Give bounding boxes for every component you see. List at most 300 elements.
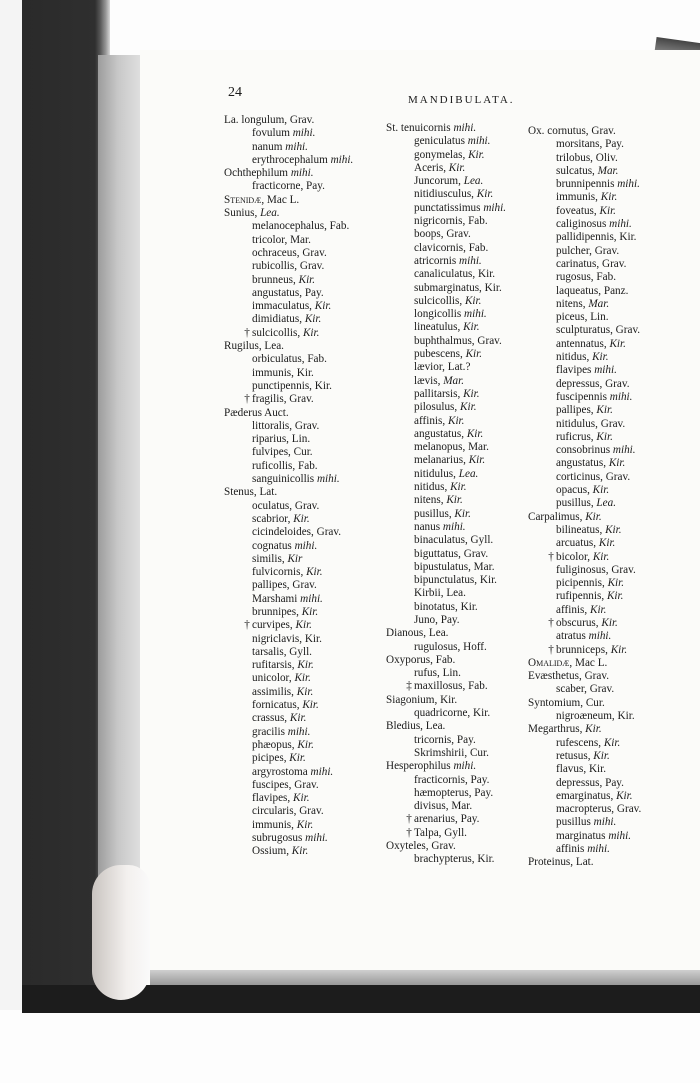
taxon-author: Kir.	[440, 693, 458, 706]
taxon-author: Mar.	[468, 441, 489, 454]
taxon-name: fracticorne,	[252, 180, 304, 193]
species-column-2	[386, 122, 506, 867]
taxon-author: Kir.	[314, 379, 332, 392]
taxon-name: laqueatus,	[556, 284, 602, 297]
taxon-name: littoralis,	[252, 419, 293, 432]
taxon-name: lævis,	[414, 374, 441, 387]
taxon-name: sanguinicollis	[252, 473, 315, 486]
species-column-1	[224, 114, 353, 859]
dagger-mark: †	[406, 826, 412, 839]
taxon-name: pallipes,	[252, 579, 290, 592]
scanner-thumb	[92, 865, 150, 1000]
species-entry	[224, 194, 353, 207]
species-entry	[528, 418, 641, 431]
taxon-author: Lin.	[442, 667, 461, 680]
taxon-author: Grav.	[294, 499, 320, 512]
taxon-author: Grav.	[611, 563, 636, 576]
page-number: 24	[228, 85, 242, 100]
species-entry	[386, 827, 506, 840]
species-entry	[224, 420, 353, 433]
taxon-name: brunnipes,	[252, 605, 299, 618]
species-entry	[528, 298, 641, 311]
taxon-author: mihi.	[305, 832, 328, 845]
taxon-author: Kir.	[473, 707, 491, 720]
taxon-name: macropterus,	[556, 803, 615, 816]
species-entry	[528, 657, 641, 670]
taxon-name: pusillus,	[414, 507, 452, 520]
dagger-mark: †	[244, 393, 250, 406]
taxon-name: flavipes,	[252, 792, 291, 805]
taxon-name: ruficollis,	[252, 459, 296, 472]
taxon-name: divisus,	[414, 800, 449, 813]
taxon-name: lineatulus,	[414, 321, 461, 334]
species-entry	[528, 564, 641, 577]
species-entry	[224, 247, 353, 260]
taxon-author: Lea.	[425, 720, 446, 733]
taxon-name: flavipes	[556, 364, 592, 377]
taxon-author: Lea.	[260, 207, 280, 220]
species-entry	[224, 513, 353, 526]
taxon-name: ruficrus,	[556, 430, 594, 443]
taxon-name: argyrostoma	[252, 765, 308, 778]
taxon-name: nanum	[252, 140, 283, 153]
taxon-name: nigroæneum,	[556, 710, 615, 723]
species-entry	[224, 566, 353, 579]
taxon-author: Pay.	[306, 180, 325, 193]
species-entry	[224, 779, 353, 792]
taxon-author: mihi.	[609, 218, 632, 231]
taxon-author: Kir.	[454, 507, 471, 520]
taxon-author: Kir.	[600, 191, 618, 204]
taxon-name: melanocephalus,	[252, 220, 327, 233]
taxon-author: Kir.	[291, 845, 309, 858]
taxon-name: rugosus,	[556, 271, 594, 284]
taxon-author: Cur.	[585, 696, 605, 709]
taxon-author: Kir.	[592, 484, 610, 497]
species-entry	[386, 175, 506, 188]
taxon-name: fulvicornis,	[252, 566, 304, 579]
taxon-name: fragilis,	[252, 393, 287, 406]
species-entry	[528, 138, 641, 151]
taxon-author: Kir.	[610, 643, 628, 656]
taxon-author: Lea.	[446, 587, 466, 600]
species-entry	[386, 601, 506, 614]
taxon-author: mihi.	[442, 520, 466, 533]
taxon-name: Stenidæ,	[224, 193, 265, 206]
species-entry	[528, 431, 641, 444]
taxon-name: marginatus	[556, 829, 606, 842]
species-entry	[386, 667, 506, 680]
species-entry	[224, 433, 353, 446]
taxon-author: Fab.	[435, 653, 456, 666]
species-entry	[528, 537, 641, 550]
taxon-name: cicindeloides,	[252, 526, 314, 539]
species-entry	[386, 760, 506, 773]
taxon-name: Ox. cornutus,	[528, 125, 589, 137]
taxon-name: obscurus,	[556, 616, 599, 629]
species-entry	[386, 548, 506, 561]
species-entry	[528, 231, 641, 244]
taxon-name: riparius,	[252, 433, 289, 446]
species-entry	[386, 428, 506, 441]
species-column-3	[528, 125, 641, 870]
species-entry	[528, 311, 641, 324]
taxon-author: Kir.	[296, 685, 314, 698]
species-entry	[528, 285, 641, 298]
taxon-name: nitidulus,	[414, 467, 456, 480]
taxon-name: pallidipennis,	[556, 231, 617, 244]
taxon-name: immunis,	[556, 191, 598, 204]
taxon-author: mihi.	[459, 254, 482, 267]
taxon-name: Hesperophilus	[386, 760, 451, 773]
taxon-author: mihi.	[608, 829, 631, 842]
taxon-author: Pay.	[605, 138, 624, 151]
taxon-name: pusillus	[556, 816, 591, 829]
taxon-author: Grav.	[615, 324, 641, 337]
taxon-name: angustatus,	[556, 457, 607, 470]
taxon-name: nitens,	[556, 297, 586, 310]
taxon-name: clavicornis,	[414, 241, 466, 254]
taxon-author: mihi.	[287, 725, 311, 738]
taxon-name: retusus,	[556, 749, 591, 762]
taxon-author: Kir.	[447, 414, 465, 427]
taxon-name: Juncorum,	[414, 175, 461, 188]
taxon-name: Evæsthetus,	[528, 670, 582, 683]
taxon-name: nigriclavis,	[252, 632, 303, 645]
taxon-name: punctipennis,	[252, 379, 312, 392]
taxon-author: Gyll.	[444, 826, 467, 839]
taxon-author: Grav.	[292, 579, 317, 592]
taxon-name: bipustulatus,	[414, 560, 471, 573]
taxon-author: mihi.	[285, 140, 308, 153]
taxon-author: mihi.	[453, 122, 477, 134]
dagger-mark: †	[548, 616, 554, 629]
taxon-name: pubescens,	[414, 348, 463, 361]
species-entry	[386, 707, 506, 720]
species-entry	[528, 683, 641, 696]
taxon-name: atratus	[556, 630, 586, 643]
taxon-author: Kir.	[298, 273, 316, 286]
taxon-name: gonymelas,	[414, 148, 466, 161]
taxon-author: Kir.	[294, 672, 311, 685]
species-entry	[224, 792, 353, 805]
taxon-name: curvipes,	[252, 619, 293, 632]
species-entry	[528, 165, 641, 178]
species-entry	[224, 141, 353, 154]
taxon-name: Kirbii,	[414, 587, 444, 600]
taxon-author: Grav.	[302, 246, 327, 259]
taxon-name: rufescens,	[556, 736, 602, 749]
species-entry	[224, 845, 353, 858]
species-entry	[528, 391, 641, 404]
species-entry	[224, 460, 353, 473]
species-entry	[224, 659, 353, 672]
taxon-author: Grav.	[591, 125, 616, 137]
species-entry	[386, 627, 506, 640]
taxon-name: nanus	[414, 520, 441, 533]
taxon-name: Aceris,	[414, 161, 446, 174]
taxon-name: antennatus,	[556, 337, 607, 350]
species-entry	[528, 803, 641, 816]
taxon-author: Auct.	[264, 406, 289, 419]
taxon-name: sulcicollis,	[252, 326, 301, 339]
taxon-author: Kir.	[460, 600, 478, 613]
taxon-author: Grav.	[477, 334, 502, 347]
species-entry	[386, 800, 506, 813]
taxon-name: erythrocephalum	[252, 153, 328, 166]
taxon-author: Kir.	[301, 605, 319, 618]
species-entry	[386, 335, 506, 348]
taxon-author: Kir.	[468, 148, 485, 161]
species-entry	[224, 606, 353, 619]
taxon-name: unicolor,	[252, 672, 292, 685]
taxon-name: nitidus,	[414, 481, 448, 494]
taxon-name: fovulum	[252, 127, 290, 140]
taxon-name: fornicatus,	[252, 699, 300, 712]
taxon-name: bicolor,	[556, 550, 591, 563]
taxon-name: nitidulus,	[556, 417, 598, 430]
taxon-name: maxillosus,	[414, 680, 466, 693]
taxon-name: immaculatus,	[252, 300, 312, 313]
taxon-author: Lin.	[590, 311, 609, 324]
taxon-author: Kir.	[446, 494, 463, 507]
species-entry	[386, 295, 506, 308]
species-entry	[528, 524, 641, 537]
taxon-author: Gyll.	[470, 534, 494, 547]
taxon-name: fulvipes,	[252, 446, 291, 459]
taxon-name: brunneus,	[252, 273, 296, 286]
taxon-name: rubicollis,	[252, 260, 298, 273]
taxon-author: mihi.	[587, 843, 610, 856]
species-entry	[386, 308, 506, 321]
dagger-mark: †	[244, 326, 250, 339]
dagger-mark: †	[548, 550, 554, 563]
species-entry	[224, 154, 353, 167]
taxon-author: Kir.	[314, 300, 332, 313]
taxon-author: Kir.	[297, 659, 314, 672]
taxon-name: caliginosus	[556, 218, 607, 231]
species-entry	[386, 122, 506, 135]
species-entry	[386, 282, 506, 295]
taxon-name: pusillus,	[556, 497, 594, 510]
species-entry	[224, 579, 353, 592]
taxon-name: binotatus,	[414, 600, 458, 613]
species-entry	[528, 577, 641, 590]
taxon-author: Oliv.	[595, 151, 618, 164]
taxon-name: cognatus	[252, 539, 292, 552]
taxon-author: mihi.	[290, 167, 314, 180]
taxon-author: Mar.	[588, 297, 610, 310]
species-entry	[528, 378, 641, 391]
dagger-mark: †	[244, 619, 250, 632]
species-entry	[528, 790, 641, 803]
taxon-author: Mar.	[473, 560, 495, 573]
taxon-author: Grav.	[584, 670, 609, 683]
taxon-name: affinis,	[414, 414, 446, 427]
taxon-name: emarginatus,	[556, 789, 614, 802]
taxon-name: Ochthephilum	[224, 167, 289, 180]
taxon-author: Grav.	[594, 244, 620, 257]
species-entry	[386, 614, 506, 627]
species-entry	[224, 207, 353, 220]
taxon-author: Pay.	[456, 733, 476, 746]
species-entry	[528, 617, 641, 630]
taxon-author: Grav.	[446, 228, 471, 241]
taxon-author: Fab.	[329, 220, 350, 233]
taxon-author: Kir.	[588, 763, 607, 776]
taxon-name: Juno,	[414, 613, 438, 626]
species-entry	[528, 178, 641, 191]
taxon-name: Syntomium,	[528, 696, 584, 709]
taxon-name: Rugilus,	[224, 340, 262, 353]
species-entry	[224, 220, 353, 233]
species-entry	[528, 324, 641, 337]
species-entry	[224, 473, 353, 486]
taxon-author: Kir.	[616, 789, 633, 802]
taxon-name: immunis,	[252, 818, 294, 831]
species-entry	[386, 734, 506, 747]
taxon-author: Kir.	[608, 457, 626, 470]
taxon-name: rufitarsis,	[252, 659, 295, 672]
species-entry	[386, 162, 506, 175]
taxon-name: sculpturatus,	[556, 324, 613, 337]
species-entry	[224, 739, 353, 752]
species-entry	[224, 672, 353, 685]
species-entry	[528, 590, 641, 603]
species-entry	[224, 593, 353, 606]
taxon-author: Kir.	[460, 401, 477, 414]
taxon-author: Kir.	[617, 710, 635, 723]
species-entry	[528, 125, 641, 138]
species-entry	[386, 228, 506, 241]
taxon-name: fuliginosus,	[556, 563, 609, 576]
species-entry	[224, 340, 353, 353]
taxon-author: mihi.	[612, 444, 636, 457]
species-entry	[224, 380, 353, 393]
species-entry	[224, 300, 353, 313]
taxon-name: flavus,	[556, 763, 587, 776]
taxon-name: Dianous,	[386, 627, 427, 640]
taxon-author: Mar.	[443, 374, 465, 387]
taxon-author: Fab.	[468, 680, 488, 693]
taxon-name: sulcicollis,	[414, 294, 463, 307]
taxon-name: canaliculatus,	[414, 268, 476, 281]
taxon-name: affinis,	[556, 603, 588, 616]
taxon-name: rugulosus,	[414, 640, 461, 653]
taxon-author: Kir.	[478, 268, 496, 281]
taxon-name: nigricornis,	[414, 215, 466, 228]
species-entry	[528, 364, 641, 377]
taxon-name: bipunctulatus,	[414, 574, 478, 587]
taxon-author: Lea.	[463, 175, 484, 188]
taxon-name: corticinus,	[556, 470, 603, 483]
taxon-name: carinatus,	[556, 257, 600, 270]
taxon-author: Grav.	[289, 393, 314, 406]
taxon-author: Grav.	[463, 547, 489, 560]
taxon-author: Pay.	[474, 786, 494, 799]
taxon-author: mihi.	[464, 308, 487, 321]
species-entry	[386, 388, 506, 401]
species-entry	[386, 242, 506, 255]
species-entry	[224, 686, 353, 699]
taxon-author: Grav.	[616, 803, 642, 816]
species-entry	[386, 375, 506, 388]
taxon-name: Carpalimus,	[528, 510, 583, 523]
species-entry	[386, 268, 506, 281]
species-entry	[528, 777, 641, 790]
species-entry	[386, 787, 506, 800]
taxon-author: Mac L.	[575, 656, 608, 669]
species-entry	[386, 508, 506, 521]
taxon-author: Kir.	[596, 430, 613, 443]
species-entry	[224, 819, 353, 832]
taxon-author: Kir.	[304, 313, 322, 326]
taxon-author: Fab.	[307, 353, 327, 366]
taxon-name: bilineatus,	[556, 523, 603, 536]
species-entry	[224, 752, 353, 765]
taxon-name: rufus,	[414, 667, 440, 680]
taxon-author: Pay.	[440, 613, 460, 626]
taxon-author: Kir.	[589, 603, 607, 616]
taxon-name: longicollis	[414, 308, 462, 321]
taxon-author: Kir.	[465, 348, 483, 361]
taxon-author: Kir.	[450, 481, 467, 494]
taxon-name: immunis,	[252, 366, 294, 379]
species-entry	[386, 813, 506, 826]
taxon-author: Pay.	[605, 776, 624, 789]
taxon-name: La. longulum,	[224, 114, 288, 126]
species-entry	[386, 215, 506, 228]
species-entry	[528, 351, 641, 364]
species-entry	[386, 853, 506, 866]
taxon-name: brachypterus,	[414, 853, 475, 866]
species-entry	[528, 551, 641, 564]
taxon-author: Grav.	[601, 257, 627, 270]
taxon-author: Kir.	[289, 752, 306, 765]
taxon-name: Sunius,	[224, 207, 258, 220]
species-entry	[386, 401, 506, 414]
species-entry	[528, 856, 641, 869]
taxon-name: dimidiatus,	[252, 313, 303, 326]
taxon-name: angustatus,	[414, 427, 465, 440]
taxon-name: angustatus,	[252, 286, 303, 299]
taxon-name: lævior,	[414, 361, 445, 374]
species-entry	[528, 604, 641, 617]
species-entry	[528, 218, 641, 231]
species-entry	[224, 274, 353, 287]
taxon-author: Kir.	[464, 294, 482, 307]
taxon-author: mihi.	[588, 630, 612, 643]
taxon-author: Pay.	[470, 773, 490, 786]
taxon-name: picipennis,	[556, 577, 605, 590]
species-entry	[386, 747, 506, 760]
taxon-author: Fab.	[468, 215, 488, 228]
taxon-name: quadricorne,	[414, 707, 471, 720]
taxon-author: Cur.	[293, 446, 313, 459]
taxon-author: Grav.	[294, 778, 319, 791]
taxon-author: Cur.	[469, 746, 489, 759]
species-entry	[386, 149, 506, 162]
taxon-name: brunnipennis	[556, 178, 615, 191]
taxon-author: mihi.	[330, 153, 354, 166]
species-entry	[224, 699, 353, 712]
taxon-author: Kir.	[463, 387, 480, 400]
taxon-name: morsitans,	[556, 138, 603, 151]
species-entry	[528, 338, 641, 351]
species-entry	[528, 750, 641, 763]
taxon-name: sulcatus,	[556, 164, 595, 177]
taxon-author: Kir.	[598, 537, 616, 550]
